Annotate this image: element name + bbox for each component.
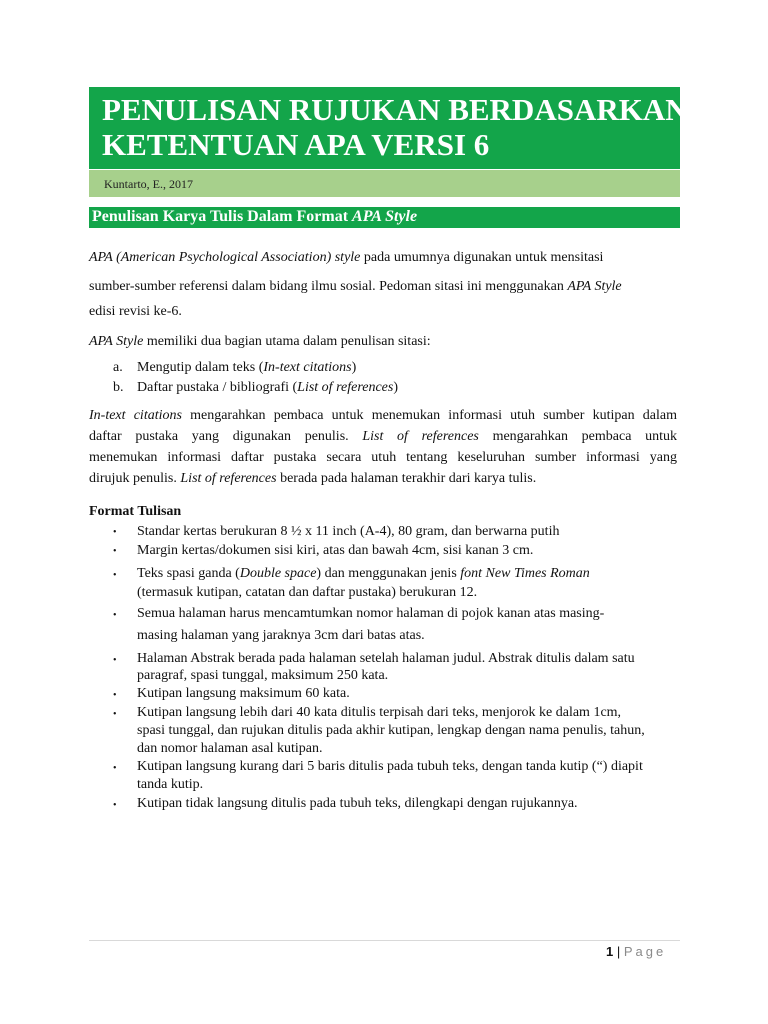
format-text: ) dan menggunakan jenis bbox=[316, 566, 461, 581]
intro-apa-style: APA Style bbox=[567, 279, 622, 294]
author-citation: Kuntarto, E., 2017 bbox=[104, 177, 193, 191]
page-footer bbox=[606, 944, 666, 959]
list-item-in-text bbox=[137, 360, 356, 376]
explain-line-1 bbox=[89, 408, 677, 424]
format-item-quote-max: Kutipan langsung maksimum 60 kata. bbox=[137, 686, 350, 701]
format-item-long-quote: Kutipan langsung lebih dari 40 kata ditulis terpisah dari teks, menjorok ke dalam 1cm, bbox=[137, 705, 622, 720]
format-item-spacing bbox=[137, 566, 590, 582]
explain-text-2b: mengarahkan pembaca untuk bbox=[478, 429, 677, 444]
format-italic: font New Times Roman bbox=[460, 566, 590, 581]
format-item-abstract: Halaman Abstrak berada pada halaman setelah halaman judul. Abstrak ditulis dalam satu bbox=[137, 651, 635, 666]
footer-separator: | bbox=[616, 944, 621, 959]
bullet-icon: • bbox=[113, 527, 117, 538]
page-label: Page bbox=[623, 944, 667, 959]
intro-line-3: edisi revisi ke-6. bbox=[89, 304, 182, 319]
bullet-icon: • bbox=[113, 690, 117, 701]
format-item-pagenum-line-2: masing halaman yang jaraknya 3cm dari batas atas. bbox=[137, 628, 425, 643]
page-number: 1 bbox=[606, 944, 614, 959]
format-italic: Double space bbox=[239, 566, 317, 581]
parts-lead-italic: APA Style bbox=[89, 334, 144, 349]
format-item-long-quote-line-3: dan nomor halaman asal kutipan. bbox=[137, 741, 323, 756]
format-item-short-quote-line-2: tanda kutip. bbox=[137, 777, 204, 792]
list-marker-a: a. bbox=[113, 360, 123, 375]
bullet-icon: • bbox=[113, 610, 117, 621]
format-item-indirect-quote: Kutipan tidak langsung ditulis pada tubuh teks, dilengkapi dengan rujukannya. bbox=[137, 796, 578, 811]
explain-text-2: daftar pustaka yang digunakan penulis. bbox=[89, 429, 363, 444]
intro-line-2 bbox=[89, 279, 622, 295]
format-item-abstract-line-2: paragraf, spasi tunggal, maksimum 250 kata. bbox=[137, 668, 389, 683]
bullet-icon: • bbox=[113, 800, 117, 811]
intro-line-1-text: pada umumnya digunakan untuk mensitasi bbox=[360, 250, 604, 265]
intro-apa-term: APA (American Psychological Association) style bbox=[89, 250, 361, 265]
explain-text-4: dirujuk penulis. bbox=[89, 471, 181, 486]
section-heading bbox=[92, 208, 417, 226]
format-item-pagenum: Semua halaman harus mencamtumkan nomor halaman di pojok kanan atas masing- bbox=[137, 606, 605, 621]
parts-lead bbox=[89, 334, 431, 350]
section-heading-plain: Penulisan Karya Tulis Dalam Format bbox=[92, 208, 353, 225]
section-heading-bar bbox=[89, 207, 680, 228]
parts-lead-text: memiliki dua bagian utama dalam penulisan sitasi: bbox=[143, 334, 431, 349]
format-item-long-quote-line-2: spasi tunggal, dan rujukan ditulis pada akhir kutipan, lengkap dengan nama penulis, tahun, bbox=[137, 723, 645, 738]
explain-italic-2: List of references bbox=[362, 429, 479, 444]
format-item-spacing-line-2: (termasuk kutipan, catatan dan daftar pustaka) berukuran 12. bbox=[137, 585, 478, 600]
intro-line-1 bbox=[89, 250, 603, 266]
list-item-italic: List of references bbox=[297, 380, 394, 395]
list-item-text: Mengutip dalam teks ( bbox=[137, 360, 264, 375]
title-line-2: KETENTUAN APA VERSI 6 bbox=[102, 127, 490, 162]
author-bar bbox=[89, 170, 680, 197]
list-item-text: Daftar pustaka / bibliografi ( bbox=[137, 380, 298, 395]
list-marker-b: b. bbox=[113, 380, 124, 395]
section-heading-italic: APA Style bbox=[352, 208, 418, 225]
footer-divider bbox=[89, 940, 680, 941]
bullet-icon: • bbox=[113, 655, 117, 666]
title-line-1: PENULISAN RUJUKAN BERDASARKAN bbox=[102, 92, 688, 127]
explain-line-2 bbox=[89, 429, 677, 445]
list-item-end: ) bbox=[351, 360, 357, 375]
title-banner bbox=[89, 87, 688, 169]
explain-italic-4: List of references bbox=[180, 471, 277, 486]
format-text: Teks spasi ganda ( bbox=[137, 566, 240, 581]
bullet-icon: • bbox=[113, 546, 117, 557]
bullet-icon: • bbox=[113, 709, 117, 720]
format-heading: Format Tulisan bbox=[89, 504, 182, 519]
explain-line-4 bbox=[89, 471, 536, 487]
format-item-short-quote: Kutipan langsung kurang dari 5 baris ditulis pada tubuh teks, dengan tanda kutip (“) diapit bbox=[137, 759, 643, 774]
explain-text-1: mengarahkan pembaca untuk menemukan informasi utuh sumber kutipan dalam bbox=[181, 408, 677, 423]
list-item-end: ) bbox=[393, 380, 399, 395]
format-item-margin: Margin kertas/dokumen sisi kiri, atas dan bawah 4cm, sisi kanan 3 cm. bbox=[137, 543, 534, 558]
intro-line-2-text: sumber-sumber referensi dalam bidang ilmu sosial. Pedoman sitasi ini menggunakan bbox=[89, 279, 568, 294]
explain-line-3: menemukan informasi daftar pustaka secara utuh tentang keseluruhan sumber informasi yang bbox=[89, 450, 677, 465]
explain-italic-1: In-text citations bbox=[89, 408, 182, 423]
format-item-paper: Standar kertas berukuran 8 ½ x 11 inch (A-4), 80 gram, dan berwarna putih bbox=[137, 524, 560, 539]
bullet-icon: • bbox=[113, 763, 117, 774]
list-item-references bbox=[137, 380, 398, 396]
bullet-icon: • bbox=[113, 570, 117, 581]
explain-text-4b: berada pada halaman terakhir dari karya tulis. bbox=[276, 471, 537, 486]
list-item-italic: In-text citations bbox=[263, 360, 352, 375]
